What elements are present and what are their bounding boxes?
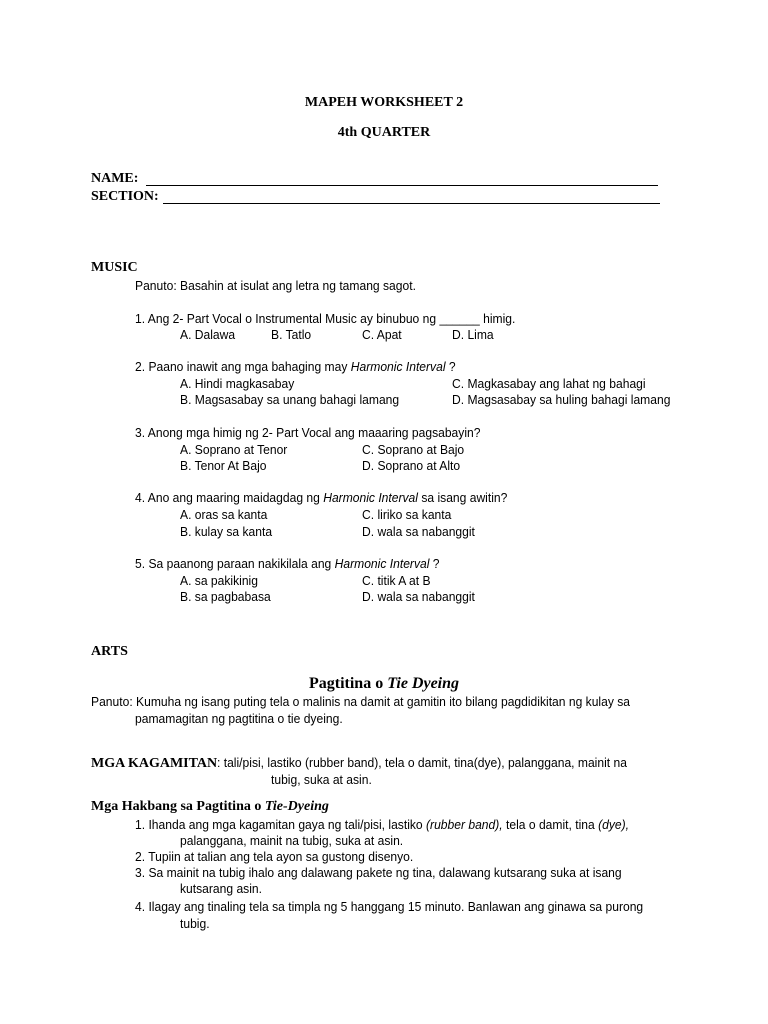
question-1: 1. Ang 2- Part Vocal o Instrumental Music ay binubuo ng ______ himig. [135,311,516,326]
question-5: 5. Sa paanong paraan nakikilala ang Harmonic Interval ? [135,556,440,571]
worksheet-title: MAPEH WORKSHEET 2 [304,95,464,110]
question-4: 4. Ano ang maaring maidagdag ng Harmonic Interval sa isang awitin? [135,490,508,505]
arts-heading: ARTS [91,644,128,659]
q1-option-a: A. Dalawa [180,327,236,342]
q3-option-b: B. Tenor At Bajo [180,458,267,473]
arts-instruction-cont: pamamagitan ng pagtitina o tie dyeing. [135,711,343,726]
materials-label: MGA KAGAMITAN [91,756,218,771]
q3-option-c: C. Soprano at Bajo [362,442,465,457]
step-4: 4. Ilagay ang tinaling tela sa timpla ng 5 hanggang 15 minuto. Banlawan ang ginawa sa purong [135,899,644,914]
q1-option-c: C. Apat [362,327,402,342]
q5-option-a: A. sa pakikinig [180,573,258,588]
step-1: 1. Ihanda ang mga kagamitan gaya ng tali/pisi, lastiko (rubber band), tela o damit, tina (dye), [135,817,630,832]
question-3: 3. Anong mga himig ng 2- Part Vocal ang maaaring pagsabayin? [135,425,481,440]
q2-option-a: A. Hindi magkasabay [180,376,295,391]
materials-list-cont: tubig, suka at asin. [271,772,372,787]
q3-option-a: A. Soprano at Tenor [180,442,288,457]
section-line[interactable] [163,203,660,204]
q5-option-d: D. wala sa nabanggit [362,589,475,604]
q1-option-d: D. Lima [452,327,494,342]
q4-option-c: C. liriko sa kanta [362,507,452,522]
music-instruction: Panuto: Basahin at isulat ang letra ng tamang sagot. [135,278,416,293]
arts-instruction: Panuto: Kumuha ng isang puting tela o malinis na damit at gamitin ito bilang pagdidikitan ng kulay sa [91,694,631,709]
materials-list: : tali/pisi, lastiko (rubber band), tela o damit, tina(dye), palanggana, mainit na [217,755,628,770]
q2-option-c: C. Magkasabay ang lahat ng bahagi [452,376,646,391]
arts-title: Pagtitina o Tie Dyeing [308,675,460,692]
q5-option-b: B. sa pagbabasa [180,589,271,604]
q4-option-a: A. oras sa kanta [180,507,268,522]
step-4-cont: tubig. [180,916,210,931]
q2-option-b: B. Magsasabay sa unang bahagi lamang [180,392,400,407]
name-line[interactable] [146,185,658,186]
q5-option-c: C. titik A at B [362,573,431,588]
question-2: 2. Paano inawit ang mga bahaging may Harmonic Interval ? [135,359,456,374]
step-2: 2. Tupiin at talian ang tela ayon sa gustong disenyo. [135,849,414,864]
section-label: SECTION: [91,189,159,204]
materials-line [91,755,658,772]
q4-option-b: B. kulay sa kanta [180,524,273,539]
music-heading: MUSIC [91,260,138,275]
steps-title: Mga Hakbang sa Pagtitina o Tie-Dyeing [91,799,329,814]
step-3-cont: kutsarang asin. [180,881,262,896]
quarter-label: 4th QUARTER [337,125,431,140]
q3-option-d: D. Soprano at Alto [362,458,461,473]
q2-option-d: D. Magsasabay sa huling bahagi lamang [452,392,671,407]
q4-option-d: D. wala sa nabanggit [362,524,475,539]
q1-option-b: B. Tatlo [271,327,312,342]
step-3: 3. Sa mainit na tubig ihalo ang dalawang pakete ng tina, dalawang kutsarang suka at isang [135,865,622,880]
name-label: NAME: [91,171,139,186]
step-1-cont: palanggana, mainit na tubig, suka at asin. [180,833,404,848]
